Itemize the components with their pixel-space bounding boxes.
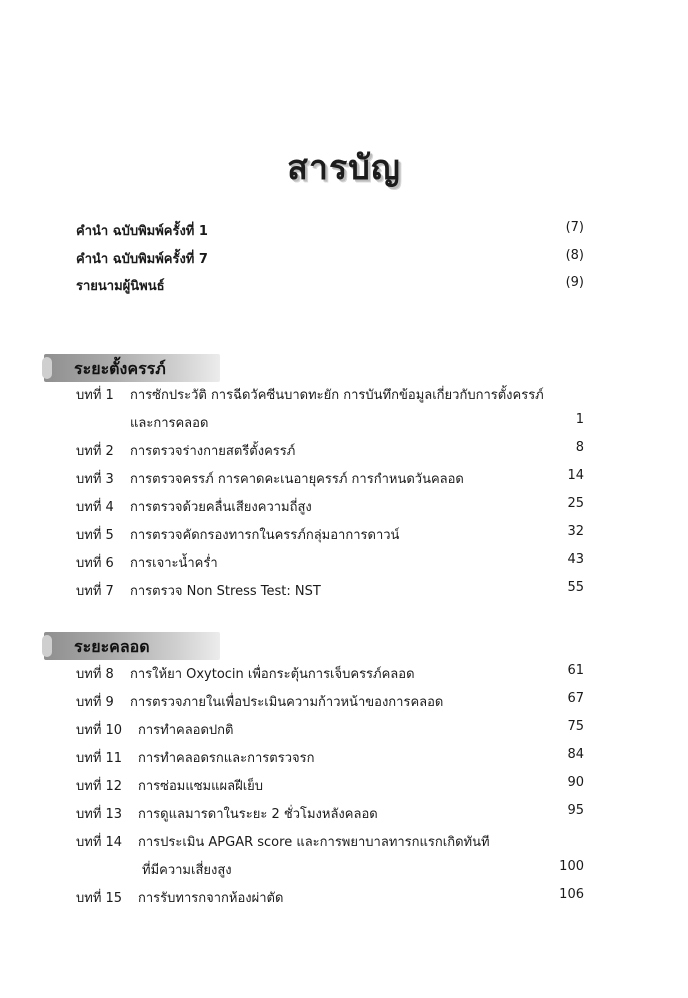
page-title: สารบัญ	[287, 148, 401, 188]
chapter-entry	[76, 775, 584, 797]
chapter-title: การซักประวัติ การฉีดวัคซีนบาดทะยัก การบันทึกข้อมูลเกี่ยวกับการตั้งครรภ์	[130, 388, 544, 403]
chapter-title: การดูแลมารดาในระยะ 2 ชั่วโมงหลังคลอด	[138, 807, 378, 822]
chapter-title-continued: และการคลอด	[130, 416, 209, 431]
chapter-page: 8	[575, 440, 584, 455]
section-header	[44, 632, 220, 660]
chapter-title: การรับทารกจากห้องผ่าตัด	[138, 891, 284, 906]
section-title: ระยะคลอด	[74, 637, 150, 656]
chapter-title: การประเมิน APGAR score และการพยาบาลทารกแรกเกิดทันที	[138, 835, 490, 850]
chapter-number: บทที่ 3	[76, 472, 114, 487]
chapter-entry	[76, 496, 584, 518]
chapter-entry	[76, 552, 584, 574]
chapter-title: การตรวจคัดกรองทารกในครรภ์กลุ่มอาการดาวน์	[130, 528, 400, 543]
chapter-entry	[76, 440, 584, 462]
chapter-page: 106	[559, 887, 584, 902]
chapter-page: 100	[559, 859, 584, 874]
section-title: ระยะตั้งครรภ์	[74, 359, 166, 378]
chapter-number: บทที่ 12	[76, 779, 123, 794]
front-matter-label: คำนำ ฉบับพิมพ์ครั้งที่ 7	[76, 252, 208, 267]
chapter-entry	[76, 719, 584, 741]
chapter-title: การตรวจร่างกายสตรีตั้งครรภ์	[130, 444, 296, 459]
front-matter-label: คำนำ ฉบับพิมพ์ครั้งที่ 1	[76, 224, 208, 239]
chapter-page: 43	[567, 552, 584, 567]
chapter-entry	[76, 831, 584, 853]
chapter-number: บทที่ 7	[76, 584, 114, 599]
chapter-entry	[76, 803, 584, 825]
chapter-title: การตรวจภายในเพื่อประเมินความก้าวหน้าของการคลอด	[130, 695, 444, 710]
chapter-page: 61	[567, 663, 584, 678]
chapter-page: 14	[567, 468, 584, 483]
chapter-title: การเจาะน้ำคร่ำ	[130, 556, 218, 571]
chapter-entry	[76, 468, 584, 490]
front-matter-item	[76, 248, 584, 270]
chapter-title: การตรวจด้วยคลื่นเสียงความถี่สูง	[130, 500, 312, 515]
chapter-title: การตรวจครรภ์ การคาดคะเนอายุครรภ์ การกำหนดวันคลอด	[130, 472, 464, 487]
chapter-title: การให้ยา Oxytocin เพื่อกระตุ้นการเจ็บครรภ์คลอด	[130, 667, 415, 682]
chapter-entry	[76, 887, 584, 909]
chapter-page: 90	[567, 775, 584, 790]
chapter-entry	[76, 524, 584, 546]
chapter-number: บทที่ 4	[76, 500, 114, 515]
chapter-number: บทที่ 15	[76, 891, 123, 906]
chapter-page: 32	[567, 524, 584, 539]
chapter-number: บทที่ 1	[76, 388, 114, 403]
chapter-number: บทที่ 9	[76, 695, 114, 710]
front-matter-page: (8)	[565, 248, 584, 263]
section-header	[44, 354, 220, 382]
front-matter-item	[76, 275, 584, 297]
chapter-number: บทที่ 2	[76, 444, 114, 459]
chapter-number: บทที่ 8	[76, 667, 114, 682]
chapter-entry-continued	[76, 859, 584, 881]
section-marker-icon	[42, 357, 52, 379]
chapter-page: 55	[567, 580, 584, 595]
chapter-page: 1	[575, 412, 584, 427]
chapter-number: บทที่ 11	[76, 751, 123, 766]
chapter-entry	[76, 663, 584, 685]
chapter-number: บทที่ 14	[76, 835, 123, 850]
chapter-page: 75	[567, 719, 584, 734]
chapter-number: บทที่ 6	[76, 556, 114, 571]
chapter-title: การซ่อมแซมแผลฝีเย็บ	[138, 779, 264, 794]
section-marker-icon	[42, 635, 52, 657]
chapter-title-continued: ที่มีความเสี่ยงสูง	[142, 863, 232, 878]
chapter-entry	[76, 691, 584, 713]
front-matter-page: (7)	[565, 220, 584, 235]
chapter-entry-continued	[76, 412, 584, 434]
chapter-page: 25	[567, 496, 584, 511]
chapter-title: การทำคลอดรกและการตรวจรก	[138, 751, 315, 766]
chapter-entry	[76, 747, 584, 769]
front-matter-item	[76, 220, 584, 242]
chapter-title: การตรวจ Non Stress Test: NST	[130, 584, 321, 599]
chapter-number: บทที่ 10	[76, 723, 123, 738]
chapter-title: การทำคลอดปกติ	[138, 723, 234, 738]
front-matter-page: (9)	[565, 275, 584, 290]
chapter-number: บทที่ 13	[76, 807, 123, 822]
chapter-entry	[76, 384, 584, 406]
chapter-page: 84	[567, 747, 584, 762]
chapter-page: 67	[567, 691, 584, 706]
chapter-number: บทที่ 5	[76, 528, 114, 543]
chapter-page: 95	[567, 803, 584, 818]
chapter-entry	[76, 580, 584, 602]
front-matter-label: รายนามผู้นิพนธ์	[76, 279, 165, 294]
